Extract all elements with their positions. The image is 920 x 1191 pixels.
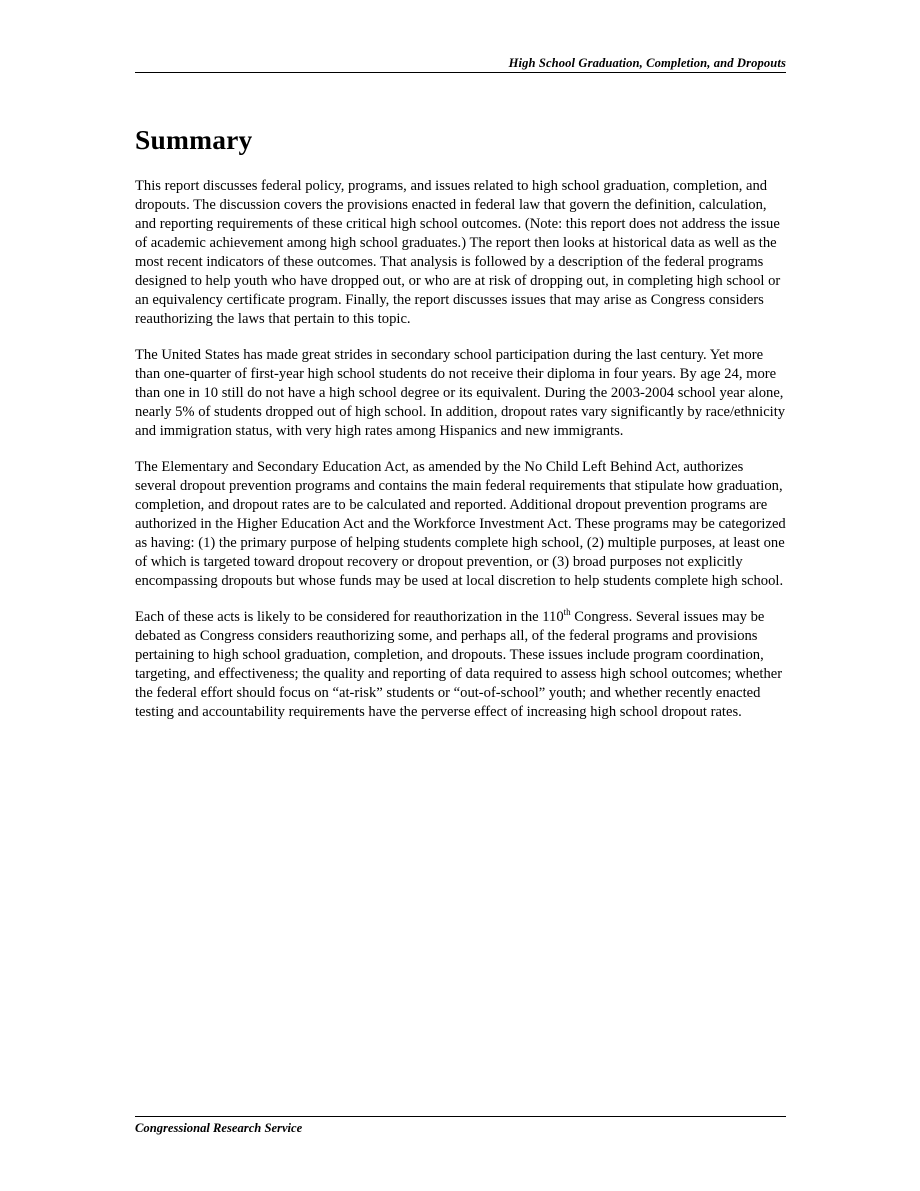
paragraph-text-start: Each of these acts is likely to be considered for reauthorization in the 110 — [135, 609, 564, 625]
paragraph-statistics: The United States has made great strides in secondary school participation during the last century. Yet more than one-quarter of first-year high school students do not receive their diploma in four years. By age 24, more than one in 10 still do not have a high school degree or its equivalent. During the 2003-2004 school year alone, nearly 5% of students dropped out of high school. In addition, dropout rates vary significantly by race/ethnicity and immigration status, with very high rates among Hispanics and new immigrants. — [135, 347, 786, 439]
header-rule — [135, 72, 786, 73]
page-title: Summary — [135, 124, 253, 155]
ordinal-superscript: th — [563, 607, 571, 617]
paragraph-reauthorization — [135, 608, 786, 722]
paragraph-programs: The Elementary and Secondary Education Act, as amended by the No Child Left Behind Act, authorizes several dropout prevention programs and contains the main federal requirements that stipulate how graduation, completion, and dropout rates are to be calculated and reported. Additional dropout prevention programs are authorized in the Higher Education Act and the Workforce Investment Act. These programs may be categorized as having: (1) the primary purpose of helping students complete high school, (2) multiple purposes, at least one of which is targeted toward dropout recovery or dropout prevention, or (3) broad purposes not explicitly encompassing dropouts but whose funds may be used at local discretion to help students complete high school. — [135, 459, 786, 589]
paragraph-intro: This report discusses federal policy, programs, and issues related to high school graduation, completion, and dropouts. The discussion covers the provisions enacted in federal law that govern the definition, calculation, and reporting requirements of these critical high school outcomes. (Note: this report does not address the issue of academic achievement among high school graduates.) The report then looks at historical data as well as the most recent indicators of these outcomes. That analysis is followed by a description of the federal programs designed to help youth who have dropped out, or who are at risk of dropping out, in completing high school or an equivalency certificate program. Finally, the report discusses issues that may arise as Congress considers reauthorizing the laws that pertain to this topic. — [135, 178, 781, 327]
running-header: High School Graduation, Completion, and Dropouts — [508, 56, 786, 70]
running-footer: Congressional Research Service — [135, 1121, 303, 1135]
footer-rule — [135, 1116, 786, 1117]
paragraph-text-end: Congress. Several issues may be debated as Congress considers reauthorizing some, and perhaps all, of the federal programs and provisions pertaining to high school graduation, completion, and dropouts. These issues include program coordination, targeting, and effectiveness; the quality and reporting of data required to assess high school outcomes; whether the federal effort should focus on “at-risk” students or “out-of-school” youth; and whether recently enacted testing and accountability requirements have the perverse effect of increasing high school dropout rates. — [135, 609, 783, 720]
summary-body — [135, 177, 786, 739]
